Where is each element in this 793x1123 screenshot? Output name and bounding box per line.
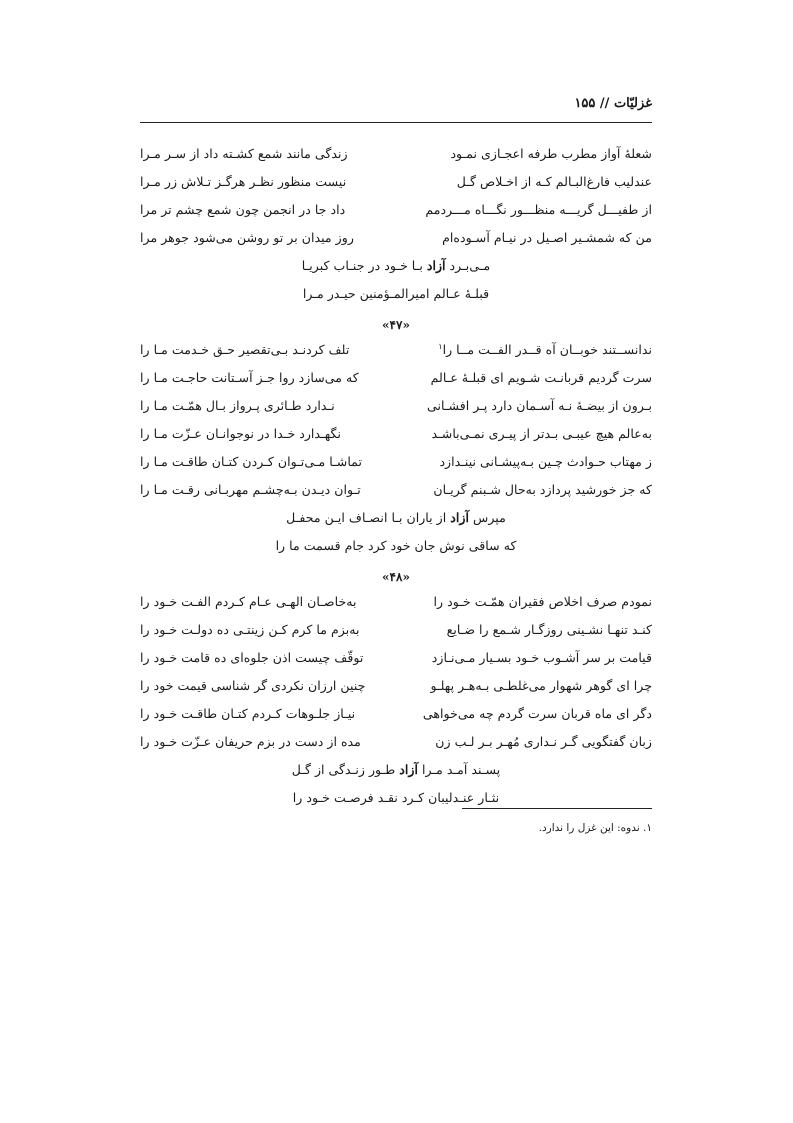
- first-hemistich: کنـد تنهـا نشـینی روزگـار شـمع را ضـایع: [446, 622, 652, 637]
- couplet: [140, 672, 652, 700]
- closing-line: [140, 532, 652, 560]
- first-hemistich: قیامت بر سر آشـوب خـود بسـیار مـی‌نـازد: [431, 650, 652, 665]
- first-hemistich: شعلهٔ آواز مطرب طرفه اعجـازی نمـود: [450, 146, 652, 161]
- couplet: [140, 224, 652, 252]
- first-hemistich: چرا ای گوهر شهوار می‌غلطـی بـه‌هـر پهلـو: [430, 678, 652, 693]
- first-hemistich: سرت گردیم قربانـت شـویم ای قبلـهٔ عـالم: [430, 370, 652, 385]
- first-hemistich: از طفیـــل گریـــه منظـــور نگـــاه مـــردمم: [425, 202, 652, 217]
- closing-text: مپرس: [468, 510, 506, 525]
- first-hemistich: عندلیب فارغ‌البـالم کـه از اخـلاص گـل: [456, 174, 652, 189]
- couplet: [140, 364, 652, 392]
- couplet: [140, 448, 652, 476]
- second-hemistich: زندگی مانند شمع کشـته داد از سـر مـرا: [140, 146, 348, 161]
- header-rule: [140, 122, 652, 123]
- footnote-marker: ۱: [438, 341, 443, 351]
- couplet: [140, 140, 652, 168]
- poet-pen-name: آزاد: [399, 762, 418, 777]
- second-hemistich: مده از دست در بزم حریفان عـزّت خـود را: [140, 734, 361, 749]
- second-hemistich: نگهـدارد خـدا در نوجوانـان عـزّت مـا را: [140, 426, 341, 441]
- couplet: [140, 336, 652, 364]
- couplet: [140, 644, 652, 672]
- second-hemistich: به‌خاصـان الهـی عـام کـردم الفـت خـود را: [140, 594, 357, 609]
- first-hemistich: ندانســتند خوبــان آه قــدر الفــت مــا را: [442, 342, 652, 357]
- closing-text: قبلـهٔ عـالم امیرالمـؤمنین حیـدر مـرا: [302, 286, 490, 301]
- second-hemistich: نیـاز جلـوهات کـردم کتـان طاقـت خـود را: [140, 706, 356, 721]
- second-hemistich: نیست منظور نظـر هرگـز تـلاش زر مـرا: [140, 174, 347, 189]
- couplet: [140, 616, 652, 644]
- couplet: [140, 700, 652, 728]
- first-hemistich: به‌عالم هیچ عیبـی بـدتر از پیـری نمـی‌باشـد: [431, 426, 652, 441]
- closing-text: از یاران بـا انصـاف ایـن محفـل: [286, 510, 451, 525]
- first-hemistich: من که شمشـیر اصـیل در نیـام آسـوده‌ام: [442, 230, 652, 245]
- closing-line: [140, 504, 652, 532]
- first-hemistich: زبان گفتگویی گـر نـداری مُهـر بـر لـب زن: [435, 734, 652, 749]
- closing-line: [140, 756, 652, 784]
- closing-line: [140, 252, 652, 280]
- poem-content: [140, 140, 652, 818]
- poet-pen-name: آزاد: [450, 510, 469, 525]
- couplet: [140, 392, 652, 420]
- ghazal-number: «۴۷»: [382, 318, 410, 332]
- footnote: ۱. ندوه: این غزل را ندارد.: [538, 822, 652, 834]
- second-hemistich: تماشـا مـی‌تـوان کـردن کتـان طاقـت مـا را: [140, 454, 362, 469]
- ghazal-section: [140, 140, 652, 314]
- couplet: [140, 476, 652, 504]
- second-hemistich: به‌بزم ما کرم کـن زینتـی ده دولـت خـود را: [140, 622, 360, 637]
- couplet: [140, 728, 652, 756]
- closing-line: [140, 280, 652, 308]
- second-hemistich: تـوان دیـدن بـه‌چشـم مهربـانی رقـت مـا را: [140, 482, 361, 497]
- first-hemistich-wrapper: [438, 336, 652, 364]
- ghazal-number: «۴۸»: [382, 570, 410, 584]
- second-hemistich: داد جا در انجمن چون شمع چشم تر مرا: [140, 202, 346, 217]
- ghazal-section: [140, 314, 652, 566]
- first-hemistich: ز مهتاب حـوادث چـین بـه‌پیشـانی نینـدازد: [439, 454, 652, 469]
- couplet: [140, 168, 652, 196]
- second-hemistich: توقّف چیست اذن جلوه‌ای ده قامت خـود را: [140, 650, 364, 665]
- first-hemistich: نمودم صرف اخلاص فقیران همّـت خـود را: [433, 594, 652, 609]
- couplet: [140, 588, 652, 616]
- first-hemistich: بـرون از بیضـهٔ نـه آسـمان دارد پـر افشـانی: [426, 398, 652, 413]
- second-hemistich: چنین ارزان نکردی گر شناسی قیمت خود را: [140, 678, 366, 693]
- closing-text: که ساقی نوش جان خود کرد جام قسمت ما را: [275, 538, 517, 553]
- closing-text: نثـار عنـدلیبان کـرد نقـد فرصـت خـود را: [292, 790, 500, 805]
- running-head: غزلیّات // ۱۵۵: [574, 96, 652, 111]
- second-hemistich: نـدارد طـائری پـرواز بـال همّـت مـا را: [140, 398, 335, 413]
- footnote-rule: [462, 808, 652, 809]
- closing-text: بـا خـود در جنـاب کبریـا: [301, 258, 427, 273]
- couplet: [140, 196, 652, 224]
- second-hemistich: که می‌سازد روا جـز آسـتانت حاجـت مـا را: [140, 370, 359, 385]
- closing-text: طـور زنـدگی از گـل: [291, 762, 400, 777]
- couplet: [140, 420, 652, 448]
- first-hemistich: دگر ای ماه قربان سرت گردم چه می‌خواهی: [422, 706, 652, 721]
- ghazal-section: [140, 566, 652, 818]
- poet-pen-name: آزاد: [426, 258, 446, 273]
- second-hemistich: روز میدان بر تو روشن می‌شود جوهر مرا: [140, 230, 354, 245]
- second-hemistich: تلف کردنـد بـی‌تقصیر حـق خـدمت مـا را: [140, 342, 350, 357]
- closing-text: پسـند آمـد مـرا: [417, 762, 501, 777]
- first-hemistich: که جز خورشید پردازد به‌حال شـبنم گریـان: [433, 482, 652, 497]
- closing-text: مـی‌بـرد: [445, 258, 491, 273]
